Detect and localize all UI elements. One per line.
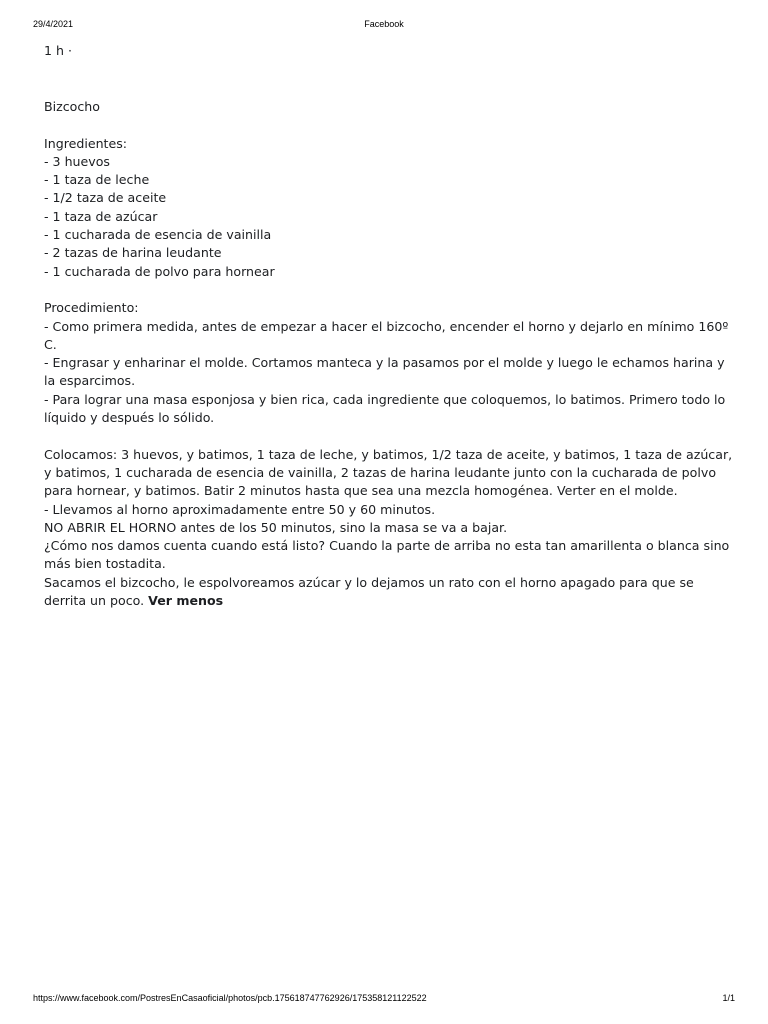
procedure-heading: Procedimiento: bbox=[44, 300, 139, 316]
ingredients-section bbox=[44, 135, 734, 281]
procedure-step: - Como primera medida, antes de empezar a hacer el bizcocho, encender el horno y dejarlo en mínimo 160º C. bbox=[44, 318, 729, 352]
closing-paragraph: ¿Cómo nos damos cuenta cuando está listo? Cuando la parte de arriba no esta tan amarillenta o blanca sino más bien tostadita. bbox=[44, 538, 730, 572]
ingredients-list bbox=[44, 153, 734, 281]
print-date: 29/4/2021 bbox=[33, 19, 74, 29]
ingredient-item: - 1/2 taza de aceite bbox=[44, 190, 167, 206]
procedure-step: - Para lograr una masa esponjosa y bien rica, cada ingrediente que coloquemos, lo batimos. Primero todo lo líquido y después lo sólido. bbox=[44, 391, 726, 426]
ingredient-item: - 1 cucharada de esencia de vainilla bbox=[44, 227, 272, 243]
print-site-title: Facebook bbox=[364, 19, 404, 29]
procedure-step: - Engrasar y enharinar el molde. Cortamos manteca y la pasamos por el molde y luego le echamos harina y la esparcimos. bbox=[44, 355, 725, 389]
see-less-link[interactable]: Ver menos bbox=[148, 593, 224, 609]
post-title: Bizcocho bbox=[44, 99, 100, 114]
print-page-number: 1/1 bbox=[722, 993, 735, 1003]
print-url[interactable]: https://www.facebook.com/PostresEnCasaoficial/photos/pcb.1756187477629​26/175358121122522 bbox=[33, 993, 427, 1003]
closing-section bbox=[44, 446, 734, 611]
ingredient-item: - 1 taza de leche bbox=[44, 172, 150, 188]
closing-last-paragraph bbox=[44, 574, 734, 611]
closing-paragraph: NO ABRIR EL HORNO antes de los 50 minutos, sino la masa se va a bajar. bbox=[44, 519, 508, 535]
closing-paragraph: - Llevamos al horno aproximadamente entre 50 y 60 minutos. bbox=[44, 501, 436, 517]
procedure-section bbox=[44, 299, 734, 427]
ingredient-item: - 1 taza de azúcar bbox=[44, 208, 158, 224]
ingredient-item: - 3 huevos bbox=[44, 153, 110, 169]
closing-paragraph: Colocamos: 3 huevos, y batimos, 1 taza de leche, y batimos, 1/2 taza de aceite, y batimos, 1 taza de azúcar, y batimos, 1 cucharada de esencia de vainilla, 2 tazas de harina leudante junto con la cucharada de polvo para hornear, y batimos. Batir 2 minutos hasta que sea una mezcla homogénea. Verter en el molde. bbox=[44, 446, 733, 499]
post-timestamp[interactable]: 1 h · bbox=[44, 43, 73, 58]
ingredients-heading: Ingredientes: bbox=[44, 135, 128, 151]
ingredient-item: - 1 cucharada de polvo para hornear bbox=[44, 263, 275, 279]
closing-last-text: Sacamos el bizcocho, le espolvoreamos azúcar y lo dejamos un rato con el horno apagado para que se derrita un poco. bbox=[44, 574, 694, 609]
post-body bbox=[44, 42, 734, 610]
ingredient-item: - 2 tazas de harina leudante bbox=[44, 245, 222, 261]
